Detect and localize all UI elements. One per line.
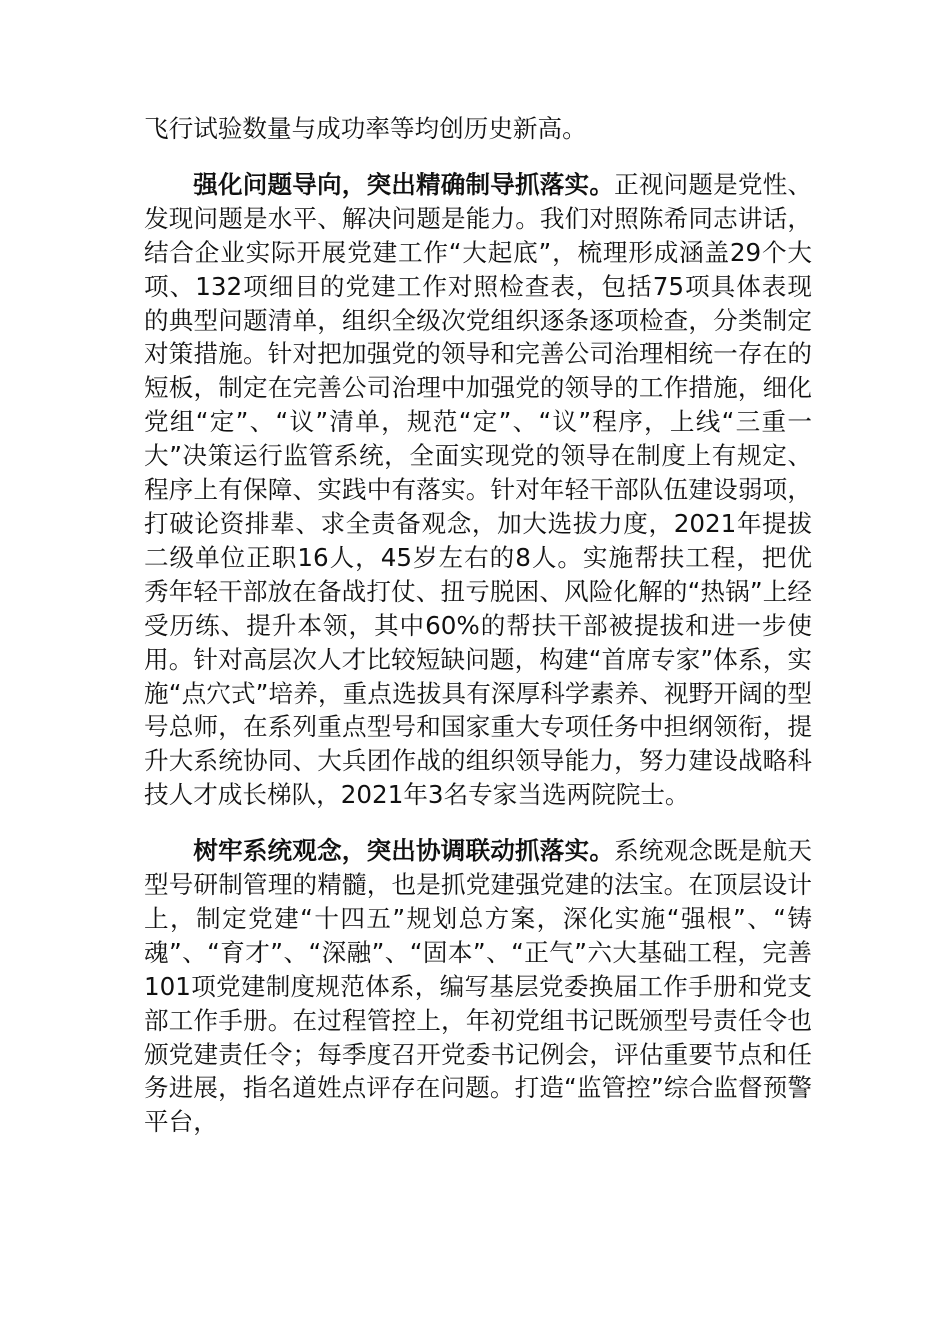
paragraph-gap — [144, 146, 812, 168]
paragraph-lead-heading: 强化问题导向，突出精确制导抓落实。 — [193, 169, 615, 199]
paragraph-problem-orientation — [144, 168, 812, 812]
document-page — [144, 112, 812, 1139]
paragraph-lead-heading: 树牢系统观念，突出协调联动抓落实。 — [193, 836, 615, 866]
paragraph-body: 正视问题是党性、发现问题是水平、解决问题是能力。我们对照陈希同志讲话，结合企业实际开展党建工作“大起底”，梳理形成涵盖29个大项、132项细目的党建工作对照检查表，包括75项具体表现的典型问题清单，组织全级次党组织逐条逐项检查，分类制定对策措施。针对把加强党的领导和完善公司治理相统一存在的短板，制定在完善公司治理中加强党的领导的工作措施，细化党组“定”、“议”清单，规范“定”、“议”程序，上线“三重一大”决策运行监管系统，全面实现党的领导在制度上有规定、程序上有保障、实践中有落实。针对年轻干部队伍建设弱项，打破论资排辈、求全责备观念，加大选拔力度，2021年提拔二级单位正职16人，45岁左右的8人。实施帮扶工程，把优秀年轻干部放在备战打仗、扭亏脱困、风险化解的“热锅”上经受历练、提升本领，其中60%的帮扶干部被提拔和进一步使用。针对高层次人才比较短缺问题，构建“首席专家”体系，实施“点穴式”培养，重点选拔具有深厚科学素养、视野开阔的型号总师，在系列重点型号和国家重大专项任务中担纲领衔，提升大系统协同、大兵团作战的组织领导能力，努力建设战略科技人才成长梯队，2021年3名专家当选两院院士。 — [144, 169, 813, 810]
paragraph-continuation — [144, 112, 812, 146]
paragraph-gap — [144, 812, 812, 834]
paragraph-system-concept — [144, 834, 812, 1139]
paragraph-body: 系统观念既是航天型号研制管理的精髓，也是抓党建强党建的法宝。在顶层设计上，制定党建“十四五”规划总方案，深化实施“强根”、“铸魂”、“育才”、“深融”、“固本”、“正气”六大基础工程，完善101项党建制度规范体系，编写基层党委换届工作手册和党支部工作手册。在过程管控上，年初党组书记既颁型号责任令也颁党建责任令；每季度召开党委书记例会，评估重要节点和任务进展，指名道姓点评存在问题。打造“监管控”综合监督预警平台， — [144, 836, 813, 1137]
paragraph-body: 飞行试验数量与成功率等均创历史新高。 — [144, 114, 587, 143]
